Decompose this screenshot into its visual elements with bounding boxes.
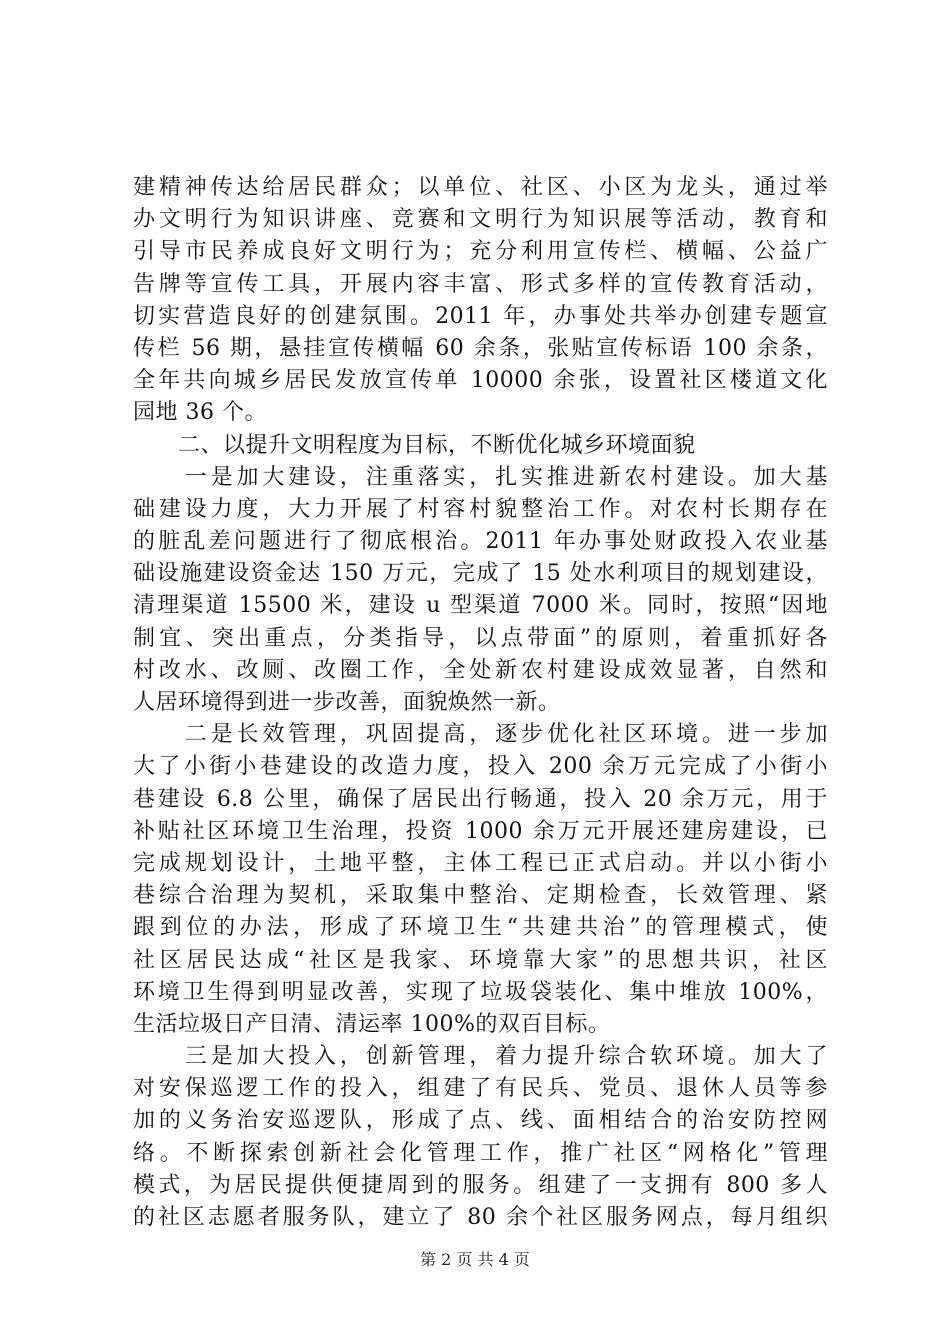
text-line: 全年共向城乡居民发放宣传单 10000 余张，设置社区楼道文化 [133,368,828,394]
paragraph-community-environment [133,719,828,1041]
paragraph-rural-construction [133,462,828,720]
heading-line: 二、以提升文明程度为目标，不断优化城乡环境面貌 [133,432,696,458]
text-line: 完成规划设计，土地平整，主体工程已正式启动。并以小街小 [133,850,828,876]
text-line: 巷综合治理为契机，采取集中整治、定期检查，长效管理、紧 [133,883,828,909]
text-line: 生活垃圾日产日清、清运率 100%的双百目标。 [133,1011,611,1037]
text-line: 大了小街小巷建设的改造力度，投入 200 余万元完成了小街小 [133,754,828,780]
text-line: 三是加大投入，创新管理，着力提升综合软环境。加大了 [133,1044,828,1070]
text-line: 跟到位的办法，形成了环境卫生“共建共治”的管理模式，使 [133,915,828,941]
text-line: 社区居民达成“社区是我家、环境靠大家”的思想共识，社区 [133,947,828,973]
paragraph-soft-environment [133,1041,828,1234]
text-line: 模式，为居民提供便捷周到的服务。组建了一支拥有 800 多人 [133,1172,828,1198]
text-line: 补贴社区环境卫生治理，投资 1000 余万元开展还建房建设，已 [133,818,828,844]
text-line: 础建设力度，大力开展了村容村貌整治工作。对农村长期存在 [133,496,828,522]
text-line: 二是长效管理，巩固提高，逐步优化社区环境。进一步加 [133,722,828,748]
text-line: 络。不断探索创新社会化管理工作，推广社区“网格化”管理 [133,1140,828,1166]
body-text [133,172,828,1234]
text-line: 的脏乱差问题进行了彻底根治。2011 年办事处财政投入农业基 [133,529,828,555]
text-line: 传栏 56 期，悬挂宣传横幅 60 余条，张贴宣传标语 100 余条， [133,335,828,361]
text-line: 巷建设 6.8 公里，确保了居民出行畅通，投入 20 余万元，用于 [133,786,828,812]
text-line: 加的义务治安巡逻队，形成了点、线、面相结合的治安防控网 [133,1108,828,1134]
text-line: 清理渠道 15500 米，建设 u 型渠道 7000 米。同时，按照“因地 [133,593,828,619]
text-line: 引导市民养成良好文明行为；充分利用宣传栏、横幅、公益广 [133,239,828,265]
text-line: 办文明行为知识讲座、竞赛和文明行为知识展等活动，教育和 [133,207,828,233]
section-heading [133,430,828,462]
paragraph-publicity [133,172,828,430]
text-line: 础设施建设资金达 150 万元，完成了 15 处水利项目的规划建设， [133,561,828,587]
text-line: 人居环境得到进一步改善，面貌焕然一新。 [133,690,561,715]
text-line: 切实营造良好的创建氛围。2011 年，办事处共举办创建专题宣 [133,303,828,329]
text-line: 的社区志愿者服务队，建立了 80 余个社区服务网点，每月组织 [133,1205,828,1230]
text-line: 制宜、突出重点，分类指导，以点带面”的原则，着重抓好各 [133,625,828,651]
text-line: 村改水、改厕、改圈工作，全处新农村建设成效显著，自然和 [133,657,828,683]
page-number-footer: 第 2 页 共 4 页 [420,1250,530,1269]
text-line: 告牌等宣传工具，开展内容丰富、形式多样的宣传教育活动， [133,271,828,297]
text-line: 对安保巡逻工作的投入，组建了有民兵、党员、退休人员等参 [133,1076,828,1102]
text-line: 环境卫生得到明显改善，实现了垃圾袋装化、集中堆放 100%， [133,979,828,1005]
text-line: 一是加大建设，注重落实，扎实推进新农村建设。加大基 [133,464,828,490]
text-line: 园地 36 个。 [133,400,267,426]
text-line: 建精神传达给居民群众；以单位、社区、小区为龙头，通过举 [133,175,828,200]
